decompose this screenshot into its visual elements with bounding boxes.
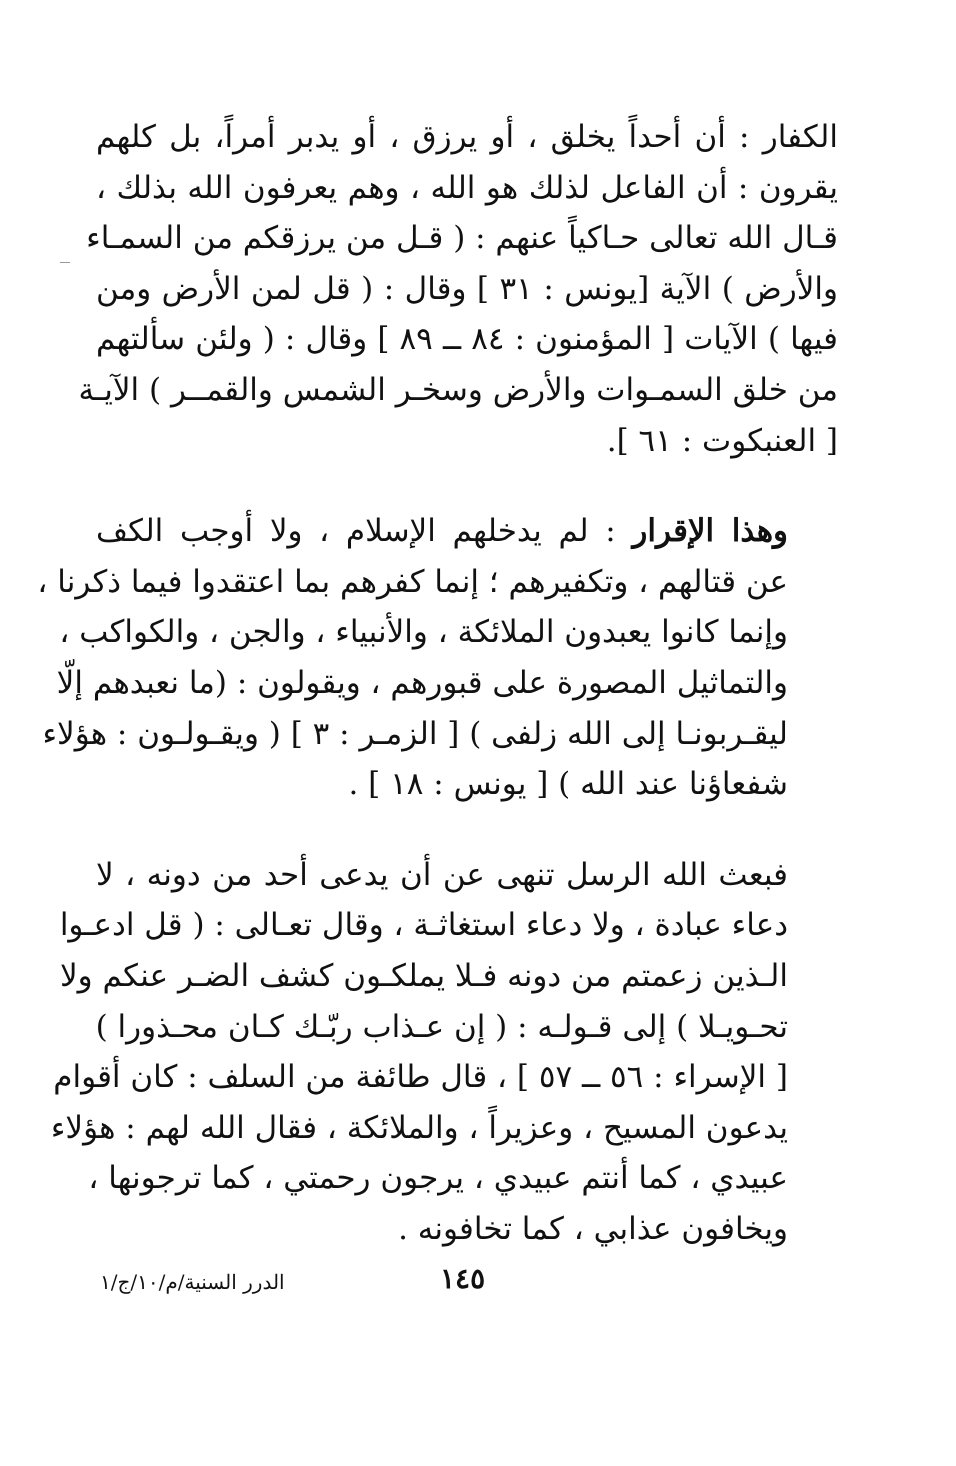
text-line: فبعث الله الرسل تنهى عن أن يدعى أحد من دونه ، لا xyxy=(96,856,788,893)
text-line: ليقـربونـا إلى الله زلفى ) [ الزمـر : ٣ ] ( ويقـولـون : هؤلاء xyxy=(42,715,788,752)
text-line: عن قتالهم ، وتكفيرهم ؛ إنما كفرهم بما اعتقدوا فيما ذكرنا ، xyxy=(37,563,788,600)
text-line: تحـويـلا ) إلى قـولـه : ( إن عـذاب ربّـك كـان محـذورا ) xyxy=(95,1008,788,1045)
text-line: والأرض ) الآية [يونس : ٣١ ] وقال : ( قل لمن الأرض ومن xyxy=(96,270,838,307)
text-line: الكفار : أن أحداً يخلق ، أو يرزق ، أو يدبر أمراً، بل كلهم xyxy=(96,119,838,155)
text-line: وإنما كانوا يعبدون الملائكة ، والأنبياء ، والجن ، والكواكب ، xyxy=(59,614,788,651)
text-line: من خلق السمـوات والأرض وسخـر الشمس والقمــر ) الآيـة xyxy=(78,371,838,408)
text-line: ويخافون عذابي ، كما تخافونه . xyxy=(398,1210,788,1247)
text-line: قـال الله تعالى حـاكياً عنهم : ( قـل من يرزقكم من السمـاء xyxy=(86,220,838,257)
margin-mark xyxy=(60,262,70,263)
text-line: فيها ) الآيات [ المؤمنون : ٨٤ ــ ٨٩ ] وقال : ( ولئن سألتهم xyxy=(96,321,838,358)
paragraph-lead-bold: وهذا الإقرار xyxy=(632,513,789,550)
text-line: شفعاؤنا عند الله ) [ يونس : ١٨ ] . xyxy=(348,766,788,803)
text-line: يدعون المسيح ، وعزيراً ، والملائكة ، فقال الله لهم : هؤلاء xyxy=(50,1109,788,1146)
footer-reference: الدرر السنية/م/١٠/ج/١ xyxy=(100,1270,285,1294)
paragraph-3 xyxy=(50,850,838,1255)
page-footer xyxy=(0,1262,956,1302)
page-body xyxy=(37,112,838,1254)
text-line: الـذين زعمتم من دونه فـلا يملكـون كشف الضـر عنكم ولا xyxy=(59,957,788,994)
page-number: ١٤٥ xyxy=(440,1262,486,1295)
text-line: عبيدي ، كما أنتم عبيدي ، يرجون رحمتي ، كما ترجونها ، xyxy=(88,1160,788,1197)
text-line: دعاء عبادة ، ولا دعاء استغاثـة ، وقال تعـالى : ( قل ادعـوا xyxy=(59,907,788,944)
text-line xyxy=(96,506,838,557)
text-line: [ الإسراء : ٥٦ ــ ٥٧ ] ، قال طائفة من السلف : كان أقوام xyxy=(53,1059,788,1096)
text-line: [ العنبكوت : ٦١ ]. xyxy=(606,422,838,459)
text-line: يقرون : أن الفاعل لذلك هو الله ، وهم يعرفون الله بذلك ، xyxy=(96,169,838,206)
text-line: والتماثيل المصورة على قبورهم ، ويقولون : (ما نعبدهم إلّا xyxy=(56,664,788,701)
text-fragment: : لم يدخلهم الإسلام ، ولا أوجب الكف xyxy=(96,513,633,550)
paragraph-2 xyxy=(37,506,838,810)
paragraph-1 xyxy=(78,112,838,466)
